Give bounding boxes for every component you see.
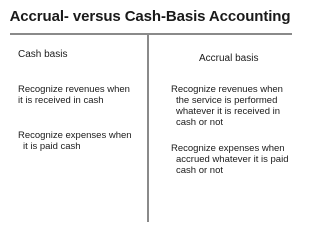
accrual-basis-heading: Accrual basis <box>199 53 259 64</box>
cash-revenue-rule <box>18 84 130 106</box>
cash-expense-rule <box>18 130 132 152</box>
accrual-expense-line-1: Recognize expenses when <box>171 143 285 154</box>
cash-basis-heading: Cash basis <box>18 49 68 60</box>
accrual-expense-line-2: accrued whatever it is paid <box>176 154 289 165</box>
cash-revenue-line-1: Recognize revenues when <box>18 84 130 95</box>
accrual-revenue-line-4: cash or not <box>176 117 223 128</box>
cash-revenue-line-2: it is received in cash <box>18 95 104 106</box>
page-title: Accrual- versus Cash-Basis Accounting <box>9 8 291 25</box>
cash-expense-line-1: Recognize expenses when <box>18 130 132 141</box>
accrual-expense-line-3: cash or not <box>176 165 223 176</box>
accrual-revenue-rule <box>171 84 283 128</box>
horizontal-divider <box>10 33 292 35</box>
accrual-expense-rule <box>171 143 288 176</box>
vertical-divider <box>147 35 149 222</box>
cash-expense-line-2: it is paid cash <box>23 141 81 152</box>
accrual-revenue-line-3: whatever it is received in <box>176 106 281 117</box>
accrual-revenue-line-1: Recognize revenues when <box>171 84 283 95</box>
accrual-revenue-line-2: the service is performed <box>176 95 278 106</box>
